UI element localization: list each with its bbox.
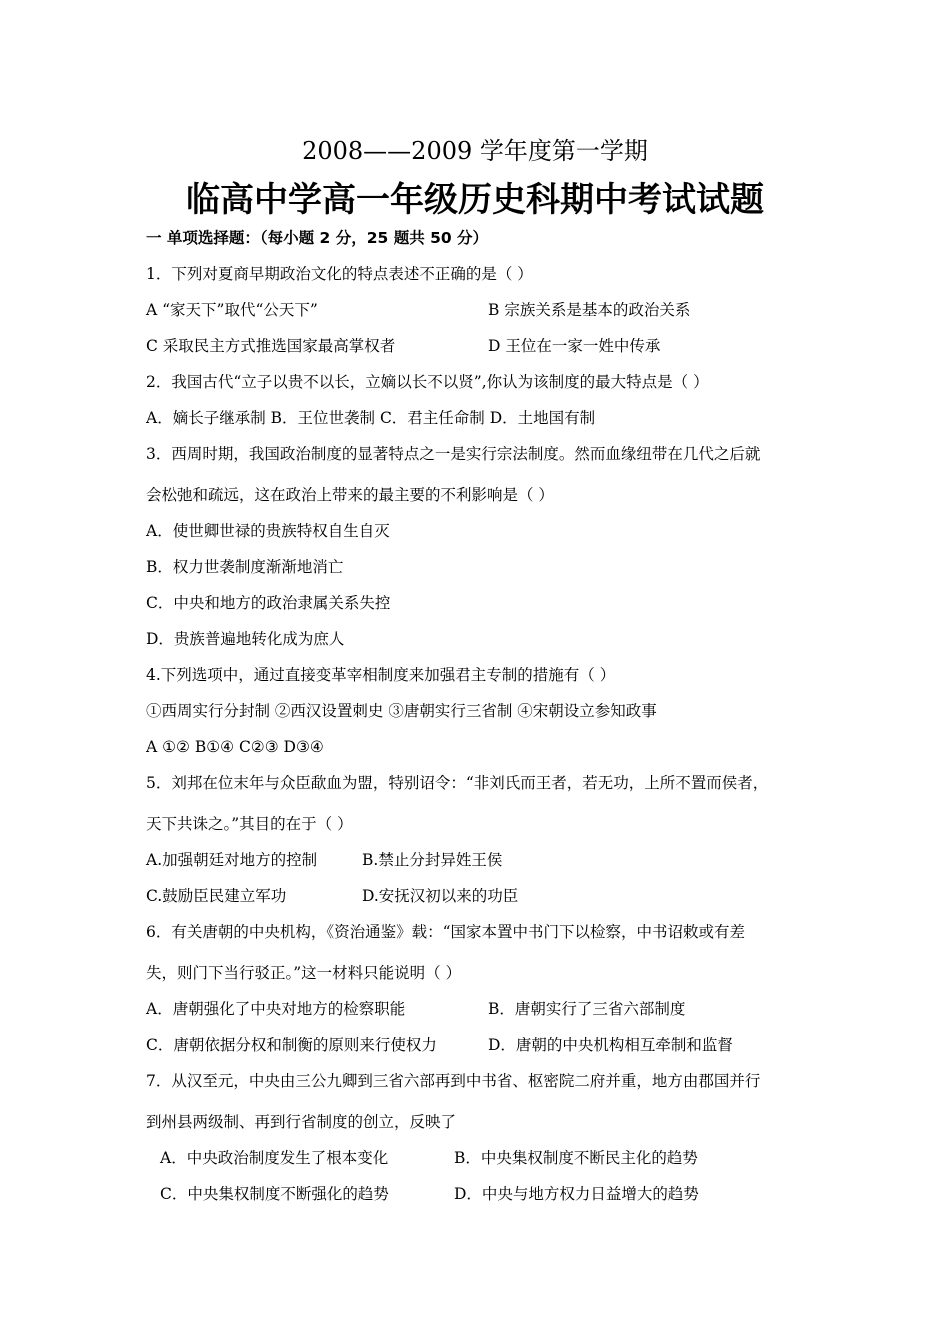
question-6-option-a: A．唐朝强化了中央对地方的检察职能	[146, 1000, 406, 1018]
question-2-stem: 2．我国古代“立子以贵不以长，立嫡以长不以贤”,你认为该制度的最大特点是（ ）	[146, 373, 709, 391]
exam-term: 2008——2009 学年度第一学期	[302, 137, 648, 165]
question-6-option-d: D．唐朝的中央机构相互牵制和监督	[488, 1036, 733, 1054]
question-4-stem: 4.下列选项中，通过直接变革宰相制度来加强君主专制的措施有（ ）	[146, 666, 616, 684]
question-7-option-a: A．中央政治制度发生了根本变化	[160, 1149, 389, 1167]
question-5-stem: 5．刘邦在位末年与众臣歃血为盟，特别诏令：“非刘氏而王者，若无功，上所不置而侯者，	[146, 774, 769, 792]
question-6-stem: 6．有关唐朝的中央机构，《资治通鉴》载：“国家本置中书门下以检察，中书诏敕或有差	[146, 923, 746, 941]
question-5-option-c: C.鼓励臣民建立军功	[146, 887, 287, 905]
question-3-option-c: C．中央和地方的政治隶属关系失控	[146, 594, 391, 612]
question-4-items: ①西周实行分封制 ②西汉设置刺史 ③唐朝实行三省制 ④宋朝设立参知政事	[146, 702, 657, 720]
question-3-stem-continued: 会松弛和疏远，这在政治上带来的最主要的不利影响是（ ）	[146, 486, 554, 504]
question-6-option-b: B．唐朝实行了三省六部制度	[488, 1000, 686, 1018]
question-6-stem-continued: 失，则门下当行驳正。”这一材料只能说明（ ）	[146, 964, 462, 982]
question-7-option-d: D．中央与地方权力日益增大的趋势	[454, 1185, 699, 1203]
question-1-option-d: D 王位在一家一姓中传承	[488, 337, 661, 355]
question-7-option-c: C．中央集权制度不断强化的趋势	[160, 1185, 389, 1203]
question-7-stem-continued: 到州县两级制、再到行省制度的创立，反映了	[146, 1113, 457, 1131]
question-7-stem: 7．从汉至元，中央由三公九卿到三省六部再到中书省、枢密院二府并重，地方由郡国并行	[146, 1072, 761, 1090]
section-heading: 一 单项选择题：（每小题 2 分，25 题共 50 分）	[146, 229, 489, 247]
question-1-option-b: B 宗族关系是基本的政治关系	[488, 301, 691, 319]
question-5-option-d: D.安抚汉初以来的功臣	[362, 887, 519, 905]
question-4-options: A ①② B①④ C②③ D③④	[146, 738, 324, 756]
question-1-option-c: C 采取民主方式推选国家最高掌权者	[146, 337, 396, 355]
question-3-option-b: B．权力世袭制度渐渐地消亡	[146, 558, 344, 576]
question-1-stem: 1．下列对夏商早期政治文化的特点表述不正确的是（ ）	[146, 265, 533, 283]
question-3-stem: 3．西周时期，我国政治制度的显著特点之一是实行宗法制度。然而血缘纽带在几代之后就	[146, 445, 761, 463]
question-7-option-b: B．中央集权制度不断民主化的趋势	[454, 1149, 698, 1167]
question-3-option-a: A．使世卿世禄的贵族特权自生自灭	[146, 522, 390, 540]
question-2-options: A．嫡长子继承制 B．王位世袭制 C．君主任命制 D．土地国有制	[146, 409, 596, 427]
question-5-option-a: A.加强朝廷对地方的控制	[146, 851, 318, 869]
question-5-option-b: B.禁止分封异姓王侯	[362, 851, 503, 869]
question-5-stem-continued: 天下共诛之。”其目的在于（ ）	[146, 815, 353, 833]
question-3-option-d: D．贵族普遍地转化成为庶人	[146, 630, 345, 648]
exam-title: 临高中学高一年级历史科期中考试试题	[186, 180, 764, 220]
question-1-option-a: A “家天下”取代“公天下”	[146, 301, 318, 319]
question-6-option-c: C．唐朝依据分权和制衡的原则来行使权力	[146, 1036, 437, 1054]
